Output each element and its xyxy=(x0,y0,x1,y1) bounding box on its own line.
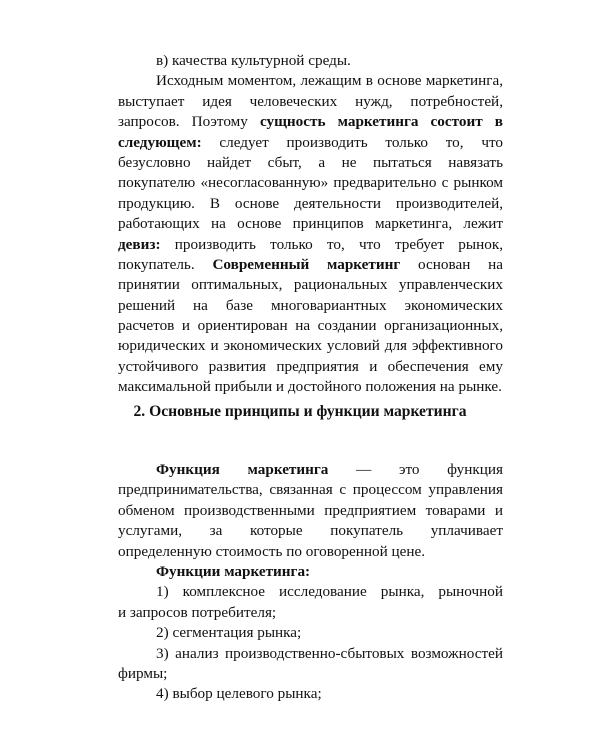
text-line: 3) анализ производственно-сбытовых возможностей xyxy=(156,644,503,662)
bold-term: Функции маркетинга: xyxy=(156,562,311,580)
text-section-2 xyxy=(118,460,503,705)
text-section-1 xyxy=(118,51,503,398)
text-line: услугами, за которые покупатель уплачивает xyxy=(118,522,503,540)
text-line: решений на базе многовариантных экономических xyxy=(118,296,503,314)
text-line: устойчивого развития предприятия и обеспечения ему xyxy=(118,357,503,375)
text-line: и запросов потребителя; xyxy=(118,603,277,621)
text-line: в) качества культурной среды. xyxy=(156,52,351,69)
text-line: фирмы; xyxy=(118,664,168,682)
bold-term: девиз: xyxy=(118,235,161,253)
bold-term: следующем: xyxy=(118,133,202,151)
text-line: предпринимательства, связанная с процессом управления xyxy=(118,481,503,499)
text-line: безусловно найдет сбыт, а не пытаться навязать xyxy=(118,153,503,171)
text-line: работающих на основе принципов маркетинга, лежит xyxy=(118,215,503,233)
text-line: запросов. Поэтому сущность маркетинга состоит в xyxy=(118,113,503,131)
text-line: определенную стоимость по оговоренной цене. xyxy=(118,542,426,560)
text-line: Функция маркетинга — это функция xyxy=(156,461,503,478)
text-line: покупателю «несогласованную» предварительно с рынком xyxy=(118,174,503,192)
text-line: следующем: следует производить только то, что xyxy=(118,133,503,151)
text-line: принятии оптимальных, рациональных управленческих xyxy=(118,276,503,294)
text-line: максимальной прибыли и достойного положения на рынке. xyxy=(118,378,502,396)
text-line: 4) выбор целевого рынка; xyxy=(156,685,322,703)
text-line: 1) комплексное исследование рынка, рыночной xyxy=(156,583,503,601)
text-line: Исходным моментом, лежащим в основе маркетинга, xyxy=(156,72,503,90)
text-line: юридических и экономических условий для эффективного xyxy=(118,337,503,355)
text-line: девиз: производить только то, что требует рынок, xyxy=(118,235,503,253)
bold-term: сущность маркетинга состоит в xyxy=(259,113,503,131)
text-line: продукцию. В основе деятельности производителей, xyxy=(118,194,503,212)
section-heading: 2. Основные принципы и функции маркетинга xyxy=(133,403,467,420)
text-line: выступает идея человеческих нужд, потребностей, xyxy=(118,92,503,110)
text-line xyxy=(118,562,503,582)
bold-term: Функция маркетинга xyxy=(156,461,329,478)
bold-term: Современный маркетинг xyxy=(212,255,401,273)
text-line: 2) сегментация рынка; xyxy=(156,624,302,642)
text-line: обменом производственными предприятием товарами и xyxy=(118,501,503,519)
text-line: расчетов и ориентирован на создании организационных, xyxy=(118,317,503,335)
text-line: покупатель. Современный маркетинг основан на xyxy=(118,255,503,273)
